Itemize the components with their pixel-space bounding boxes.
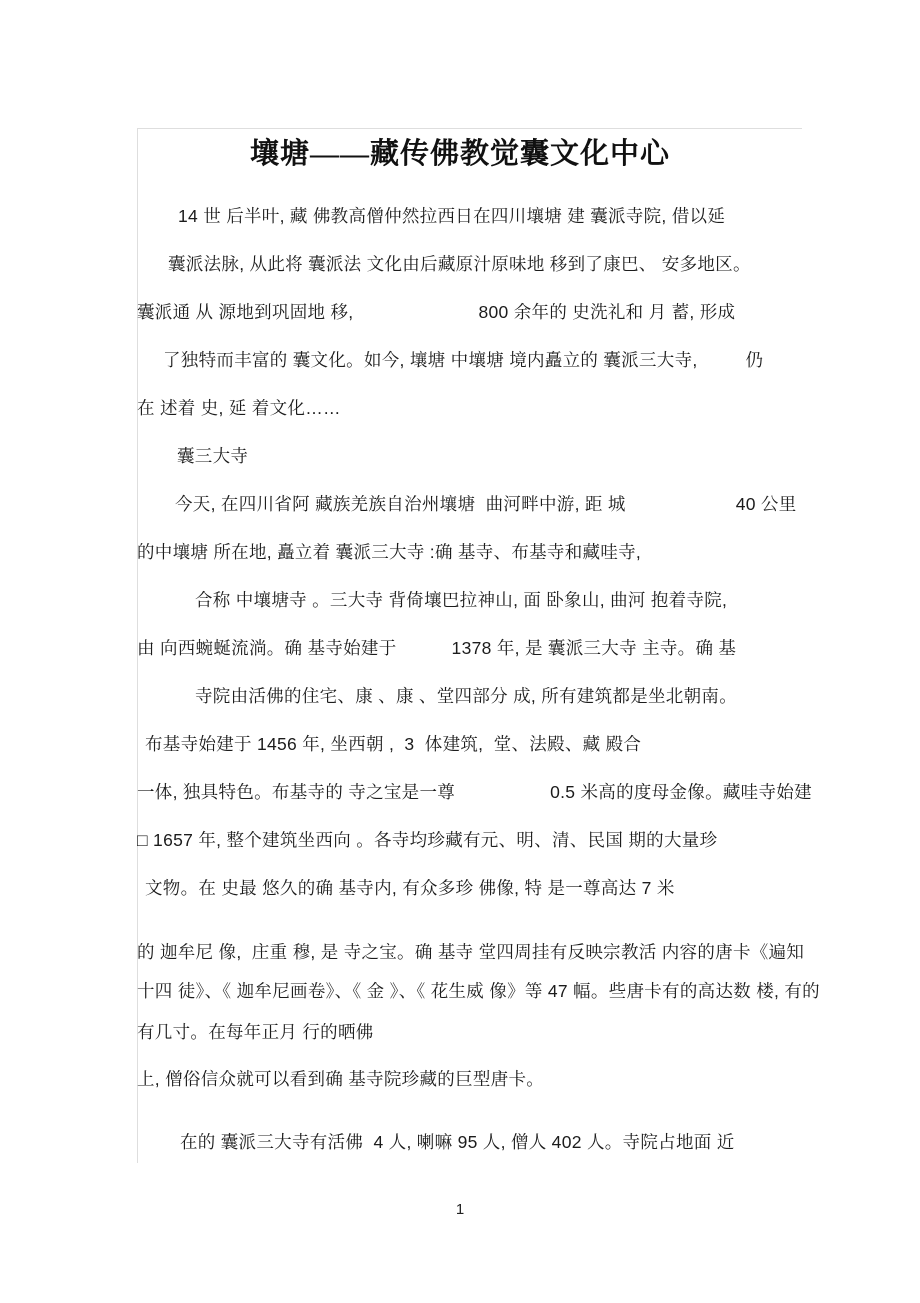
text-line bbox=[137, 624, 860, 672]
text-line bbox=[137, 240, 860, 288]
text-segment: 合称 中壤塘寺 。三大寺 背倚壤巴拉神山, 面 卧象山, 曲河 抱着寺院, bbox=[195, 590, 728, 610]
text-segment: 1378 年, 是 囊派三大寺 主寺。确 基 bbox=[451, 638, 737, 658]
text-segment: 囊派通 从 源地到巩固地 移, bbox=[137, 302, 354, 322]
text-line bbox=[137, 864, 860, 912]
text-line bbox=[137, 384, 860, 432]
text-line bbox=[137, 1010, 860, 1055]
text-segment: 在 述着 史, 延 着文化…… bbox=[137, 398, 341, 418]
text-line bbox=[137, 768, 860, 816]
text-segment: 囊派法脉, 从此将 囊派法 文化由后藏原汁原味地 移到了康巴、 安多地区。 bbox=[168, 254, 751, 274]
text-line bbox=[137, 528, 860, 576]
text-line bbox=[137, 480, 860, 528]
text-segment: 十四 徒》、《 迦牟尼画卷》、《 金 》、《 花生威 像》等 47 幅。些唐卡有的高达数 楼, 有的 bbox=[137, 981, 820, 1001]
text-segment: 在的 囊派三大寺有活佛 4 人, 喇嘛 95 人, 僧人 402 人。寺院占地面 近 bbox=[180, 1132, 735, 1152]
text-segment: 了独特而丰富的 囊文化。如今, 壤塘 中壤塘 境内矗立的 囊派三大寺, bbox=[163, 350, 698, 370]
page-number: 1 bbox=[455, 1201, 465, 1218]
text-segment: □ 1657 年, 整个建筑坐西向 。各寺均珍藏有元、明、清、民国 期的大量珍 bbox=[137, 830, 718, 850]
text-line bbox=[137, 336, 860, 384]
text-line bbox=[137, 1055, 860, 1103]
text-segment: 仍 bbox=[745, 350, 764, 370]
text-line bbox=[137, 1118, 860, 1166]
text-line bbox=[137, 720, 860, 768]
text-line bbox=[137, 576, 860, 624]
text-line bbox=[137, 288, 860, 336]
document-title: 壤塘——藏传佛教觉囊文化中心 bbox=[249, 138, 670, 170]
text-segment: 14 世 后半叶, 藏 佛教高僧仲然拉西日在四川壤塘 建 囊派寺院, 借以延 bbox=[178, 206, 726, 226]
text-segment: 40 公里 bbox=[735, 494, 797, 514]
text-line bbox=[137, 973, 860, 1010]
text-segment: 的 迦牟尼 像, 庄重 穆, 是 寺之宝。确 基寺 堂四周挂有反映宗教活 内容的唐卡《遍知 bbox=[137, 942, 805, 962]
text-line bbox=[137, 192, 860, 240]
text-segment: 由 向西蜿蜒流淌。确 基寺始建于 bbox=[137, 638, 397, 658]
text-segment: 寺院由活佛的住宅、康 、康 、堂四部分 成, 所有建筑都是坐北朝南。 bbox=[195, 686, 738, 706]
text-segment: 上, 僧俗信众就可以看到确 基寺院珍藏的巨型唐卡。 bbox=[137, 1069, 545, 1089]
text-segment: 今天, 在四川省阿 藏族羌族自治州壤塘 曲河畔中游, 距 城 bbox=[175, 494, 626, 514]
text-line bbox=[137, 816, 860, 864]
text-frame-border-top bbox=[137, 128, 802, 129]
text-line bbox=[137, 672, 860, 720]
text-segment: 0.5 米高的度母金像。藏哇寺始建 bbox=[550, 782, 812, 802]
text-segment: 囊三大寺 bbox=[177, 446, 249, 466]
document-body bbox=[137, 192, 860, 1166]
text-line bbox=[137, 931, 860, 973]
text-segment: 布基寺始建于 1456 年, 坐西朝 , 3 体建筑, 堂、法殿、藏 殿合 bbox=[145, 734, 642, 754]
text-segment: 有几寸。在每年正月 行的晒佛 bbox=[137, 1022, 374, 1042]
text-segment: 的中壤塘 所在地, 矗立着 囊派三大寺 :确 基寺、布基寺和藏哇寺, bbox=[137, 542, 642, 562]
text-segment: 一体, 独具特色。布基寺的 寺之宝是一尊 bbox=[137, 782, 456, 802]
text-segment: 文物。在 史最 悠久的确 基寺内, 有众多珍 佛像, 特 是一尊高达 7 米 bbox=[145, 878, 675, 898]
section-heading bbox=[137, 432, 860, 480]
text-segment: 800 余年的 史洗礼和 月 蓄, 形成 bbox=[478, 302, 736, 322]
